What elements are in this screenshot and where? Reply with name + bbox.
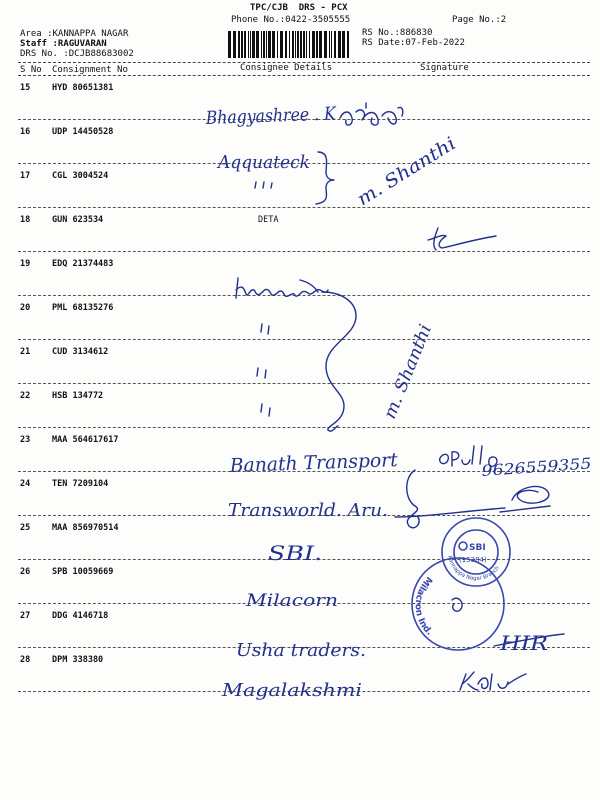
- handwritten-consignee-row27: Usha traders.: [236, 640, 366, 661]
- drs-number: DRS No. :DCJB88683002: [20, 49, 134, 59]
- row-consignment: TEN 7209104: [52, 479, 109, 489]
- signature-scribble: [500, 486, 550, 512]
- column-header-consignee: Consignee Details: [240, 63, 333, 73]
- handwritten-consignee-row15: Bhagyashree . K: [205, 102, 356, 129]
- column-header-consignment: Consignment No: [52, 65, 128, 75]
- area-field: Area :KANNAPPA NAGAR: [20, 29, 129, 39]
- row-consignment: PML 68135276: [52, 303, 114, 313]
- signature-scribble: [428, 228, 496, 250]
- stamp-ring-text: [413, 574, 434, 638]
- row-consignment: UDP 14450528: [52, 127, 114, 137]
- handwritten-consignee-row23: Banath Transport: [229, 449, 401, 477]
- ditto-marks: [255, 182, 272, 188]
- handwritten-signature-shanthi: m. Shanthi: [380, 327, 434, 422]
- handwritten-consignee-row16: Aqquateck: [216, 152, 310, 173]
- handwritten-brace: [322, 292, 356, 431]
- stamp-ring-path-text: Kannappa Nagar Branch: [446, 555, 501, 583]
- rs-date: RS Date:07-Feb-2022: [362, 38, 465, 48]
- document-title: TPC/CJB DRS - PCX: [250, 3, 348, 13]
- handwritten-brace: [316, 152, 334, 204]
- rs-number: RS No.:886830: [362, 28, 433, 38]
- row-sno: 21: [20, 347, 31, 357]
- row-consignment: HSB 134772: [52, 391, 104, 401]
- stamp-bank-name: SBI: [469, 543, 486, 553]
- row-consignment: DPM 338380: [52, 655, 104, 665]
- row-sno: 27: [20, 611, 31, 621]
- page-number: Page No.:2: [452, 15, 507, 25]
- handwritten-signature-initials: HIR: [498, 631, 548, 655]
- handwritten-consignee-row26: Milacorn: [244, 591, 338, 611]
- handwritten-phone-number: 9626559355: [481, 455, 578, 480]
- ditto-marks: [257, 324, 270, 416]
- row-sno: 26: [20, 567, 31, 577]
- column-header-signature: Signature: [420, 63, 469, 73]
- signature-scribble: [340, 103, 403, 125]
- signature-scribble: [407, 470, 419, 528]
- phone-number: Phone No.:0422-3505555: [231, 15, 351, 25]
- row-consignment: HYD 80651381: [52, 83, 114, 93]
- row-sno: 17: [20, 171, 31, 181]
- row-sno: 19: [20, 259, 31, 269]
- row-sno: 22: [20, 391, 31, 401]
- row-sno: 18: [20, 215, 31, 225]
- sbi-branch-stamp: [442, 518, 510, 586]
- row-sno: 16: [20, 127, 31, 137]
- row-consignment: SPB 10059669: [52, 567, 114, 577]
- row-sno: 24: [20, 479, 31, 489]
- handwritten-consignee-row28: Magalakshmi: [220, 680, 362, 701]
- stamp-branch-code: (15384): [459, 556, 487, 564]
- row-consignment: MAA 856970514: [52, 523, 119, 533]
- handwritten-signature-shanthi: m. Shanthi: [353, 139, 449, 211]
- row-sno: 15: [20, 83, 31, 93]
- row-consignment: CGL 3004524: [52, 171, 109, 181]
- signature-scribble: [460, 672, 526, 690]
- stamp-ring-path-text: Milacron Ind.: [412, 574, 434, 638]
- column-header-sno: S No: [20, 65, 42, 75]
- signature-scribble: [452, 598, 462, 611]
- row-sno: 28: [20, 655, 31, 665]
- row-consignment: EDQ 21374483: [52, 259, 114, 269]
- row-consignment: GUN 623534: [52, 215, 104, 225]
- signature-scribble: [236, 278, 328, 298]
- row-consignment: MAA 564617617: [52, 435, 119, 445]
- handwritten-consignee-row25: SBI.: [268, 541, 322, 565]
- row-consignee-details: DETA: [258, 215, 279, 225]
- row-sno: 25: [20, 523, 31, 533]
- row-consignment: DDG 4146718: [52, 611, 109, 621]
- row-sno: 20: [20, 303, 31, 313]
- staff-field: Staff :RAGUVARAN: [20, 39, 107, 49]
- row-consignment: CUD 3134612: [52, 347, 109, 357]
- sbi-logo-icon: [459, 542, 467, 550]
- handwritten-consignee-row24: Transworld. Aru.: [228, 500, 388, 521]
- row-sno: 23: [20, 435, 31, 445]
